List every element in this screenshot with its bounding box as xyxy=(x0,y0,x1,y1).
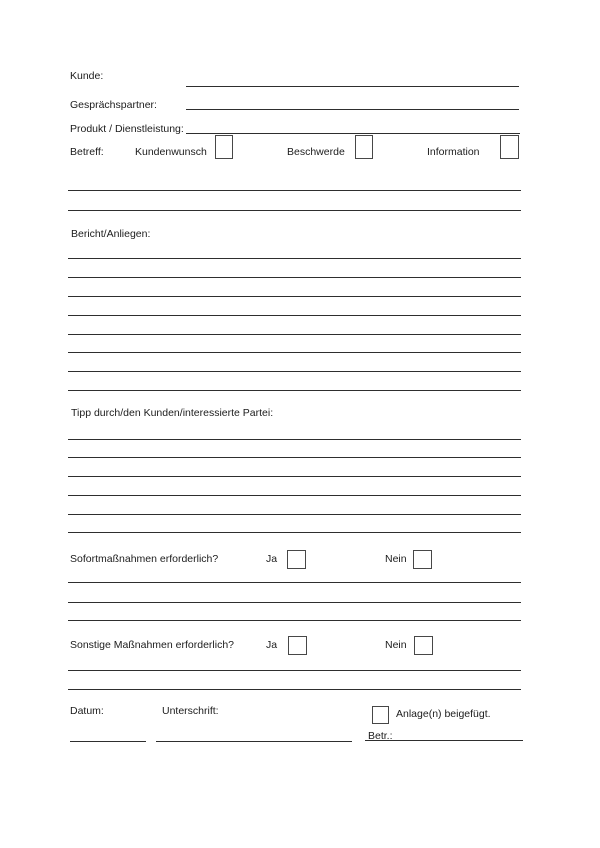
betr-label: Betr.: xyxy=(368,730,393,742)
bericht-blank-line[interactable] xyxy=(68,334,521,335)
beschwerde-checkbox[interactable] xyxy=(355,135,373,159)
produkt-dienstleistung-input-line[interactable] xyxy=(186,133,520,134)
unterschrift-label: Unterschrift: xyxy=(162,705,219,717)
information-checkbox[interactable] xyxy=(500,135,519,159)
sonstige-massnahmen-ja-checkbox[interactable] xyxy=(288,636,307,655)
blank-line[interactable] xyxy=(68,190,521,191)
tipp-blank-line[interactable] xyxy=(68,514,521,515)
bericht-anliegen-label: Bericht/Anliegen: xyxy=(71,228,151,240)
sofortmassnahmen-nein-checkbox[interactable] xyxy=(413,550,432,569)
tipp-blank-line[interactable] xyxy=(68,495,521,496)
blank-line[interactable] xyxy=(68,670,521,671)
gespraechspartner-label: Gesprächspartner: xyxy=(70,99,157,111)
kundenwunsch-checkbox[interactable] xyxy=(215,135,233,159)
blank-line[interactable] xyxy=(68,689,521,690)
produkt-dienstleistung-label: Produkt / Dienstleistung: xyxy=(70,123,184,135)
blank-line[interactable] xyxy=(68,210,521,211)
betreff-option-information-label: Information xyxy=(427,146,480,158)
tipp-blank-line[interactable] xyxy=(68,457,521,458)
kunde-input-line[interactable] xyxy=(186,86,519,87)
betreff-option-beschwerde-label: Beschwerde xyxy=(287,146,345,158)
bericht-blank-line[interactable] xyxy=(68,296,521,297)
sofortmassnahmen-ja-checkbox[interactable] xyxy=(287,550,306,569)
tipp-label: Tipp durch/den Kunden/interessierte Partei: xyxy=(71,407,274,419)
sonstige-massnahmen-label: Sonstige Maßnahmen erforderlich? xyxy=(70,639,235,651)
tipp-blank-line[interactable] xyxy=(68,476,521,477)
anlage-checkbox[interactable] xyxy=(372,706,389,724)
blank-line[interactable] xyxy=(68,602,521,603)
sonstige-massnahmen-nein-label: Nein xyxy=(385,639,407,651)
blank-line[interactable] xyxy=(68,620,521,621)
sofortmassnahmen-ja-label: Ja xyxy=(266,553,278,565)
anlage-beigefuegt-label: Anlage(n) beigefügt. xyxy=(396,708,491,720)
datum-input-line[interactable] xyxy=(70,741,146,742)
kunde-label: Kunde: xyxy=(70,70,104,82)
tipp-blank-line[interactable] xyxy=(68,439,521,440)
unterschrift-input-line[interactable] xyxy=(156,741,352,742)
bericht-blank-line[interactable] xyxy=(68,258,521,259)
blank-line[interactable] xyxy=(68,582,521,583)
bericht-blank-line[interactable] xyxy=(68,352,521,353)
bericht-blank-line[interactable] xyxy=(68,277,521,278)
bericht-blank-line[interactable] xyxy=(68,315,521,316)
betreff-option-kundenwunsch-label: Kundenwunsch xyxy=(135,146,207,158)
sonstige-massnahmen-ja-label: Ja xyxy=(266,639,278,651)
gespraechspartner-input-line[interactable] xyxy=(186,109,519,110)
datum-label: Datum: xyxy=(70,705,104,717)
sofortmassnahmen-nein-label: Nein xyxy=(385,553,407,565)
sofortmassnahmen-label: Sofortmaßnahmen erforderlich? xyxy=(70,553,219,565)
betreff-label: Betreff: xyxy=(70,146,104,158)
sonstige-massnahmen-nein-checkbox[interactable] xyxy=(414,636,433,655)
tipp-blank-line[interactable] xyxy=(68,532,521,533)
betr-input-line[interactable] xyxy=(365,740,523,741)
bericht-blank-line[interactable] xyxy=(68,371,521,372)
bericht-blank-line[interactable] xyxy=(68,390,521,391)
